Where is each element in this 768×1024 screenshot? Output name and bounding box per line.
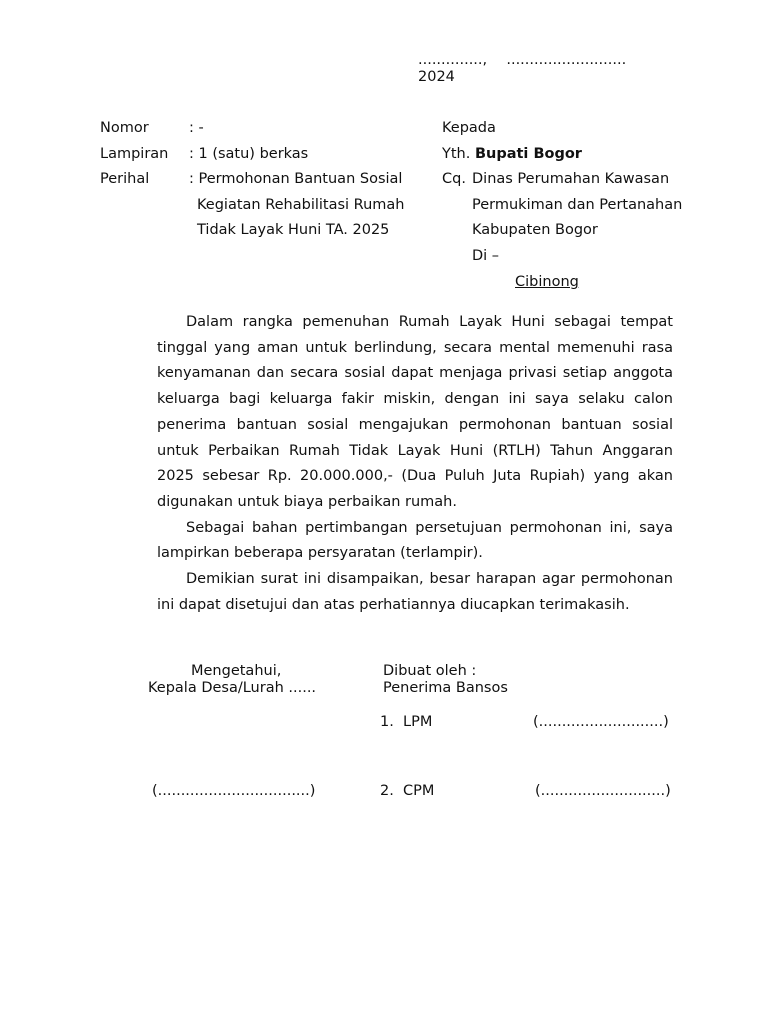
date-place-placeholder: .............., (418, 52, 488, 68)
perihal-line-1: : Permohonan Bantuan Sosial (189, 171, 403, 187)
signer-1-blank: (...........................) (533, 714, 669, 730)
nomor-value: : - (189, 120, 204, 136)
date-day-month-placeholder: .......................... (506, 52, 627, 68)
signer-2-blank: (...........................) (535, 783, 671, 799)
recipient-name: Bupati Bogor (474, 146, 582, 162)
dibuat-oleh-label: Dibuat oleh : (383, 663, 477, 679)
letter-body (157, 310, 673, 618)
lampiran-label: Lampiran (100, 146, 169, 162)
nomor-label: Nomor (100, 120, 149, 136)
kepala-desa-label: Kepala Desa/Lurah ...... (148, 680, 317, 696)
signer-2-number: 2. (380, 783, 394, 799)
body-paragraph-1: Dalam rangka pemenuhan Rumah Layak Huni sebagai tempat tinggal yang aman untuk berlindung, secara mental memenuhi rasa kenyamanan dan secara sosial dapat menjaga privasi setiap anggota keluarga bagi keluarga fakir miskin, dengan ini saya selaku calon penerima bantuan sosial mengajukan permohonan bantuan sosial untuk Perbaikan Rumah Tidak Layak Huni (RTLH) Tahun Anggaran 2025 sebesar Rp. 20.000.000,- (Dua Puluh Juta Rupiah) yang akan digunakan untuk biaya perbaikan rumah. (157, 314, 673, 510)
perihal-line-2: Kegiatan Rehabilitasi Rumah (197, 197, 405, 213)
perihal-line-3: Tidak Layak Huni TA. 2025 (197, 222, 390, 238)
signer-2-label: CPM (403, 783, 435, 799)
yth-prefix: Yth. (442, 146, 471, 162)
cq-line-1: Dinas Perumahan Kawasan (472, 171, 670, 187)
kepala-desa-signature-blank: (.................................) (152, 783, 316, 799)
penerima-bansos-label: Penerima Bansos (383, 680, 508, 696)
cq-line-2: Permukiman dan Pertanahan (472, 197, 683, 213)
date-placeholder-line (418, 52, 626, 68)
kepada-label: Kepada (442, 120, 496, 136)
perihal-label: Perihal (100, 171, 150, 187)
cq-prefix: Cq. (442, 171, 466, 187)
mengetahui-label: Mengetahui, (191, 663, 282, 679)
body-paragraph-3: Demikian surat ini disampaikan, besar harapan agar permohonan ini dapat disetujui dan atas perhatiannya diucapkan terimakasih. (157, 571, 673, 613)
body-paragraph-2: Sebagai bahan pertimbangan persetujuan permohonan ini, saya lampirkan beberapa persyaratan (terlampir). (157, 519, 673, 562)
date-year: 2024 (418, 69, 455, 85)
cq-line-3: Kabupaten Bogor (472, 222, 598, 238)
di-label: Di – (472, 248, 500, 264)
recipient-yth (442, 146, 582, 162)
signer-1-label: LPM (403, 714, 433, 730)
recipient-city: Cibinong (515, 274, 579, 290)
signer-1-number: 1. (380, 714, 394, 730)
lampiran-value: : 1 (satu) berkas (189, 146, 309, 162)
